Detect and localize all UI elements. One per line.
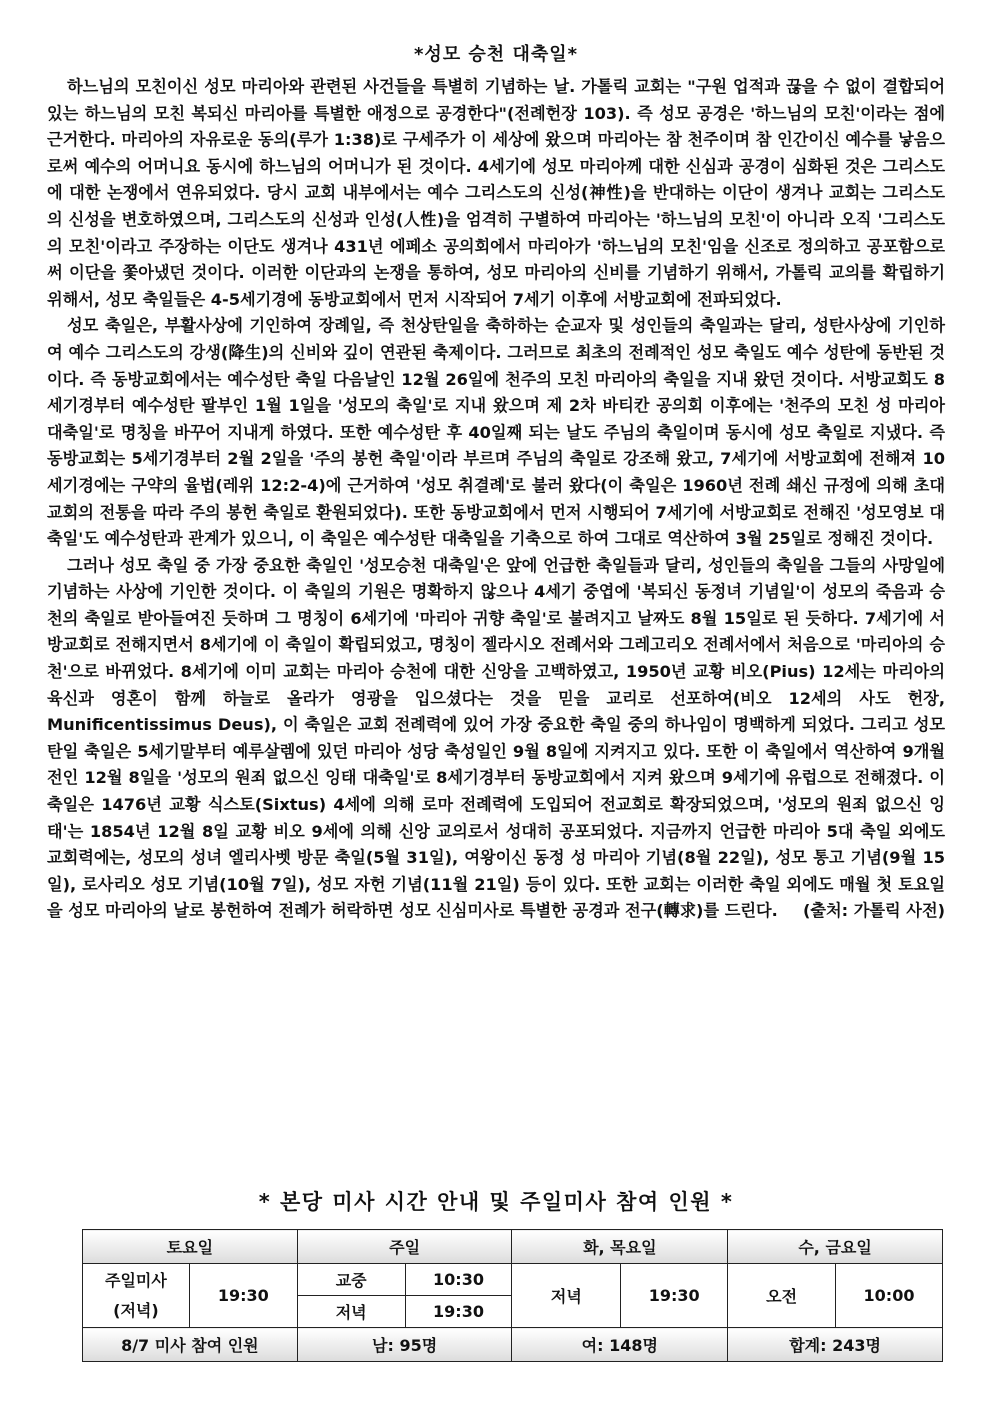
- wed-fri-time: 10:00: [836, 1264, 943, 1328]
- header-wed-fri: 수, 금요일: [728, 1230, 943, 1264]
- sunday-time-1: 10:30: [405, 1264, 512, 1296]
- page-title: *성모 승천 대축일*: [413, 44, 579, 65]
- attendance-total: 합계: 243명: [728, 1328, 943, 1362]
- header-sunday: 주일: [297, 1230, 512, 1264]
- saturday-label: [83, 1264, 190, 1328]
- attendance-label: 8/7 미사 참여 인원: [83, 1328, 298, 1362]
- paragraph-3: [47, 553, 945, 925]
- source-citation: (출처: 가톨릭 사전): [802, 901, 945, 921]
- wed-fri-label: 오전: [728, 1264, 836, 1328]
- paragraph-1: 하느님의 모친이신 성모 마리아와 관련된 사건들을 특별히 기념하는 날. 가톨릭 교회는 "구원 업적과 끊을 수 없이 결합되어 있는 하느님의 모친 복되신 마리아를 특별한 애정으로 공경한다"(전례헌장 103). 즉 성모 공경은 '하느님의 모친'이라는 점에 근거한다. 마리아의 자유로운 동의(루가 1:38)로 구세주가 이 세상에 왔으며 마리아는 참 천주이며 참 인간이신 예수를 낳음으로써 예수의 어머니요 동시에 하느님의 어머니가 된 것이다. 4세기에 성모 마리아께 대한 신심과 공경이 심화된 것은 그리스도에 대한 논쟁에서 연유되었다. 당시 교회 내부에서는 예수 그리스도의 신성(神性)을 반대하는 이단이 생겨나 교회는 그리스도의 신성을 변호하였으며, 그리스도의 신성과 인성(人性)을 엄격히 구별하여 마리아는 '하느님의 모친'이 아니라 오직 '그리스도의 모친'이라고 주장하는 이단도 생겨나 431년 에페소 공의회에서 마리아가 '하느님의 모친'임을 신조로 정의하고 공포함으로써 이단을 쫓아냈던 것이다. 이러한 이단과의 논쟁을 통하여, 성모 마리아의 신비를 기념하기 위해서, 가톨릭 교의를 확립하기 위해서, 성모 축일들은 4-5세기경에 동방교회에서 먼저 시작되어 7세기 이후에 서방교회에 전파되었다.: [47, 77, 945, 309]
- sunday-time-2: 19:30: [405, 1296, 512, 1328]
- attendance-female: 여: 148명: [512, 1328, 728, 1362]
- attendance-male: 남: 95명: [297, 1328, 512, 1362]
- sunday-label-1: 교중: [297, 1264, 405, 1296]
- saturday-time: 19:30: [189, 1264, 297, 1328]
- saturday-label-line2: (저녁): [113, 1300, 159, 1320]
- mass-schedule-table: [82, 1229, 943, 1362]
- paragraph-2: 성모 축일은, 부활사상에 기인하여 장례일, 즉 천상탄일을 축하하는 순교자 및 성인들의 축일과는 달리, 성탄사상에 기인하여 예수 그리스도의 강생(降生)의 신비와 깊이 연관된 축제이다. 그러므로 최초의 전례적인 성모 축일도 예수 성탄에 동반된 것이다. 즉 동방교회에서는 예수성탄 축일 다음날인 12월 26일에 천주의 모친 마리아의 축일을 지내 왔던 것이다. 서방교회도 8세기경부터 예수성탄 팔부인 1월 1일을 '성모의 축일'로 지내 왔으며 제 2차 바티칸 공의회 이후에는 '천주의 모친 성 마리아 대축일'로 명칭을 바꾸어 지내게 하였다. 또한 예수성탄 후 40일째 되는 날도 주님의 축일이며 동시에 성모 축일로 지냈다. 즉 동방교회는 5세기경부터 2월 2일을 '주의 봉헌 축일'이라 부르며 주님의 축일로 강조해 왔고, 7세기에 서방교회에 전해져 10세기경에는 구약의 율법(레위 12:2-4)에 근거하여 '성모 취결례'로 불러 왔다(이 축일은 1960년 전례 쇄신 규정에 의해 초대 교회의 전통을 따라 주의 봉헌 축일로 환원되었다). 또한 동방교회에서 먼저 시행되어 7세기에 서방교회로 전해진 '성모영보 대축일'도 예수성탄과 관계가 있으니, 이 축일은 예수성탄 대축일을 기축으로 하여 그대로 역산하여 3월 25일로 정해진 것이다.: [47, 316, 945, 549]
- article-body: [47, 74, 945, 925]
- schedule-title: * 본당 미사 시간 안내 및 주일미사 참여 인원 *: [258, 1190, 734, 1214]
- header-tue-thu: 화, 목요일: [512, 1230, 728, 1264]
- sunday-label-2: 저녁: [297, 1296, 405, 1328]
- header-saturday: 토요일: [83, 1230, 298, 1264]
- saturday-label-line1: 주일미사: [105, 1270, 167, 1290]
- tue-thu-time: 19:30: [621, 1264, 728, 1328]
- tue-thu-label: 저녁: [512, 1264, 621, 1328]
- paragraph-3-text: 그러나 성모 축일 중 가장 중요한 축일인 '성모승천 대축일'은 앞에 언급한 축일들과 달리, 성인들의 축일을 그들의 사망일에 기념하는 사상에 기인한 것이다. 이 축일의 기원은 명확하지 않으나 4세기 중엽에 '복되신 동정녀 기념일'이 성모의 죽음과 승천의 축일로 받아들여진 듯하며 그 명칭이 6세기에 '마리아 귀향 축일'로 불려지고 날짜도 8월 15일로 된 듯하다. 7세기에 서방교회로 전해지면서 8세기에 이 축일이 확립되었고, 명칭이 젤라시오 전례서와 그레고리오 전례서에서 처음으로 '마리아의 승천'으로 바뀌었다. 8세기에 이미 교회는 마리아 승천에 대한 신앙을 고백하였고, 1950년 교황 비오(Pius) 12세는 마리아의 육신과 영혼이 함께 하늘로 올라가 영광을 입으셨다는 것을 믿을 교리로 선포하여(비오 12세의 사도 헌장, Munificentissimus Deus), 이 축일은 교회 전례력에 있어 가장 중요한 축일 중의 하나임이 명백하게 되었다. 그리고 성모탄일 축일은 5세기말부터 예루살렘에 있던 마리아 성당 축성일인 9월 8일에 지켜지고 있다. 또한 이 축일에서 역산하여 9개월 전인 12월 8일을 '성모의 원죄 없으신 잉태 대축일'로 8세기경부터 동방교회에서 지켜 왔으며 9세기에 유럽으로 전해졌다. 이 축일은 1476년 교황 식스토(Sixtus) 4세에 의해 로마 전례력에 도입되어 전교회로 확장되었으며, '성모의 원죄 없으신 잉태'는 1854년 12월 8일 교황 비오 9세에 의해 신앙 교의로서 성대히 공포되었다. 지금까지 언급한 마리아 5대 축일 외에도 교회력에는, 성모의 성녀 엘리사벳 방문 축일(5월 31일), 여왕이신 동정 성 마리아 기념(8월 22일), 성모 통고 기념(9월 15일), 로사리오 성모 기념(10월 7일), 성모 자헌 기념(11월 21일) 등이 있다. 또한 교회는 이러한 축일 외에도 매월 첫 토요일을 성모 마리아의 날로 봉헌하여 전례가 허락하면 성모 신심미사로 특별한 공경과 전구(轉求)를 드린다.: [47, 555, 945, 921]
